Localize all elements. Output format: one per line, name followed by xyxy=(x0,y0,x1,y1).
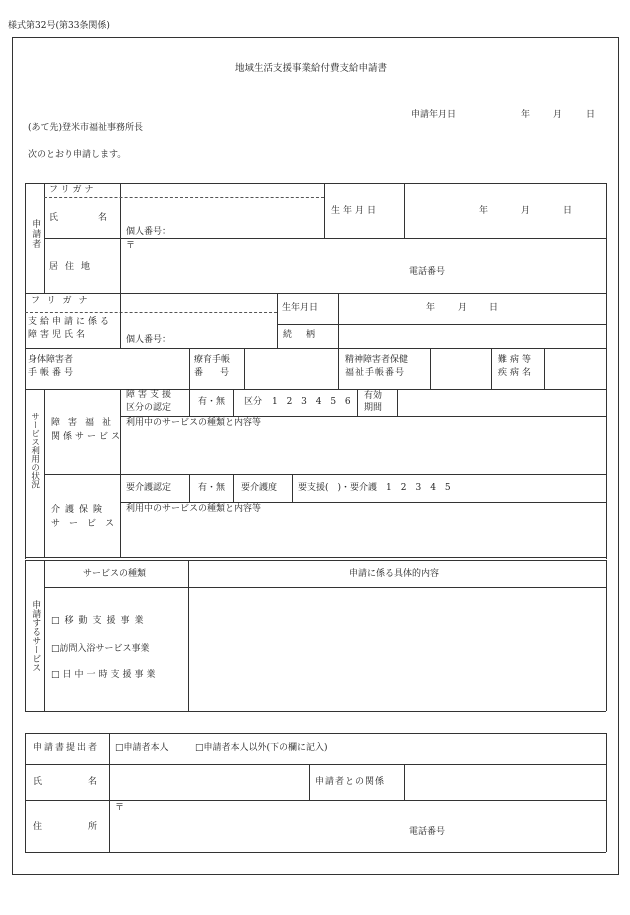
child-dob-day: 日 xyxy=(489,303,499,313)
care-level-label: 要介護度 xyxy=(241,483,278,493)
date-month: 月 xyxy=(553,110,563,120)
request-item-mobility[interactable]: □移動支援事業 xyxy=(51,616,149,626)
care-in-use-field[interactable] xyxy=(121,516,605,556)
child-furigana-label: フリガナ xyxy=(31,296,95,306)
applicant-section-label: 申請者 xyxy=(30,219,41,249)
child-dob-year: 年 xyxy=(426,303,436,313)
support-category-numbers[interactable]: 1 2 3 4 5 6 xyxy=(272,397,351,407)
valid-period-label-1: 有効 xyxy=(364,391,383,401)
care-cert-label: 要介護認定 xyxy=(126,483,172,493)
submitter-other-option[interactable]: □申請者本人以外(下の欄に記入) xyxy=(195,743,328,753)
ryoiku-handbook-label-2: 番号 xyxy=(194,368,247,378)
disease-label-2: 疾病名 xyxy=(498,368,535,378)
submitter-phone-label: 電話番号 xyxy=(409,827,446,837)
submitter-name-label: 氏名 xyxy=(33,777,144,787)
request-item-bathing[interactable]: □訪問入浴サービス事業 xyxy=(51,644,150,654)
applicant-phone-label: 電話番号 xyxy=(409,267,446,277)
welfare-in-use-label: 利用中のサービスの種類と内容等 xyxy=(126,418,262,428)
applicant-address-field[interactable] xyxy=(121,240,605,292)
date-day: 日 xyxy=(586,110,596,120)
addressee: (あて先)登米市福祉事務所長 xyxy=(28,123,144,133)
mental-handbook-label-2: 福祉手帳番号 xyxy=(345,368,406,378)
support-category-label-1: 障害支援 xyxy=(126,390,175,400)
applicant-mynumber-label: 個人番号： xyxy=(126,227,172,237)
service-status-section-label: サービス利用の状況 xyxy=(29,412,40,489)
care-in-use-label: 利用中のサービスの種類と内容等 xyxy=(126,504,262,514)
physical-handbook-label-2: 手帳番号 xyxy=(28,368,77,378)
care-yes-no[interactable]: 有・無 xyxy=(198,483,226,493)
welfare-in-use-field[interactable] xyxy=(121,430,605,473)
physical-handbook-label-1: 身体障害者 xyxy=(28,355,74,365)
applicant-address-label: 居住地 xyxy=(49,262,98,272)
date-label: 申請年月日 xyxy=(411,110,457,120)
care-insurance-label-1: 介護保険 xyxy=(51,505,108,515)
ryoiku-handbook-field[interactable] xyxy=(245,350,337,388)
submitter-self-option[interactable]: □申請者本人 xyxy=(115,743,169,753)
applicant-dob-field[interactable] xyxy=(405,185,605,237)
child-dob-field[interactable] xyxy=(339,295,605,323)
support-yes-no[interactable]: 有・無 xyxy=(198,397,226,407)
submitter-address-field[interactable] xyxy=(110,802,605,851)
submitter-label: 申請書提出者 xyxy=(33,743,100,753)
applicant-postal-mark: 〒 xyxy=(126,241,136,251)
mental-handbook-label-1: 精神障害者保健 xyxy=(345,355,409,365)
support-category-label-2: 区分の認定 xyxy=(126,403,172,413)
submitter-relation-field[interactable] xyxy=(405,766,605,799)
applicant-furigana-label: フリガナ xyxy=(49,185,97,195)
submitter-address-label: 住所 xyxy=(33,822,144,832)
applicant-name-text: 氏名 xyxy=(49,213,148,223)
disease-label-1: 難病等 xyxy=(498,355,535,365)
request-item-daytime[interactable]: □日中一時支援事業 xyxy=(51,670,159,680)
child-label-line2: 障害児氏名 xyxy=(28,330,89,340)
date-year: 年 xyxy=(521,110,531,120)
applicant-dob-label: 生年月日 xyxy=(331,206,380,216)
child-relation-label: 続柄 xyxy=(283,330,330,340)
child-dob-label: 生年月日 xyxy=(282,303,319,313)
applicant-furigana-field[interactable] xyxy=(121,185,323,197)
care-insurance-label-2: サービス xyxy=(51,519,124,529)
disease-field[interactable] xyxy=(545,350,605,388)
request-section-label: 申請するサービス xyxy=(30,600,41,672)
submitter-name-field[interactable] xyxy=(110,766,308,799)
child-dob-month: 月 xyxy=(458,303,468,313)
mental-handbook-field[interactable] xyxy=(431,350,490,388)
request-col-service-type: サービスの種類 xyxy=(83,569,147,579)
form-title: 地域生活支援事業給付費支給申請書 xyxy=(235,63,388,74)
welfare-service-label-1: 障害福祉 xyxy=(51,418,120,428)
physical-handbook-field[interactable] xyxy=(121,350,188,388)
child-label-line1: 支給申請に係る xyxy=(28,317,113,327)
valid-period-field[interactable] xyxy=(398,391,605,415)
child-relation-field[interactable] xyxy=(339,326,605,347)
ryoiku-handbook-label-1: 療育手帳 xyxy=(194,355,231,365)
welfare-service-label-2: 関係サービス xyxy=(51,432,124,442)
request-col-detail: 申請に係る具体的内容 xyxy=(349,569,440,579)
submitter-relation-label: 申請者との関係 xyxy=(315,777,386,787)
applicant-dob-month: 月 xyxy=(521,206,531,216)
form-number: 様式第32号(第33条関係) xyxy=(8,21,110,31)
child-furigana-field[interactable] xyxy=(121,295,276,311)
request-detail-field[interactable] xyxy=(189,589,605,710)
applicant-dob-year: 年 xyxy=(479,206,489,216)
submitter-postal-mark: 〒 xyxy=(115,803,125,813)
valid-period-label-2: 期間 xyxy=(364,403,383,413)
support-category-label: 区分 xyxy=(244,397,263,407)
care-level-value[interactable]: 要支援( )・要介護 1 2 3 4 5 xyxy=(298,483,451,493)
applicant-dob-day: 日 xyxy=(563,206,573,216)
intro-text: 次のとおり申請します。 xyxy=(28,150,127,160)
child-mynumber-label: 個人番号： xyxy=(126,335,172,345)
